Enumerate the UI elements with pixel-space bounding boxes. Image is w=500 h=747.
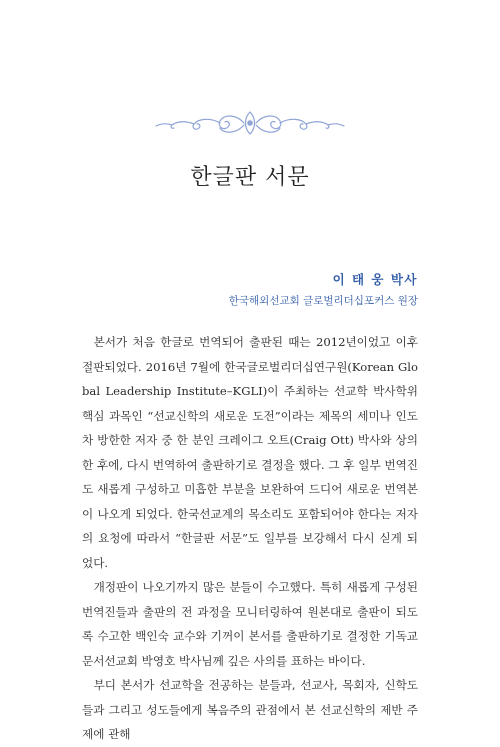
- paragraph: 개정판이 나오기까지 많은 분들이 수고했다. 특히 새롭게 구성된 번역진들과 출판의 전 과정을 모니터링하여 원본대로 출판이 되도록 수고한 백인숙 교수와 기꺼이 본서를 출판하기로 결정한 기독교문서선교회 박영호 박사님께 깊은 사의를 표하는 바이다.: [82, 580, 418, 668]
- author-block: [229, 271, 418, 308]
- paragraph: 본서가 처음 한글로 번역되어 출판된 때는 2012년이었고 이후 절판되었다. 2016년 7월에 한국글로벌리더십연구원(Korean Global Leadership Institute–KGLI)이 주최하는 선교학 박사학위 핵심 과목인 “선교신학의 새로운 도전”이라는 제목의 세미나 인도 차 방한한 저자 중 한 분인 크레이그 오트(Craig Ott) 박사와 상의한 후에, 다시 번역하여 출판하기로 결정을 했다. 그 후 일부 번역진도 새롭게 구성하고 미흡한 부분을 보완하여 드디어 새로운 번역본이 나오게 되었다. 한국선교계의 목소리도 포함되어야 한다는 저자의 요청에 따라서 “한글판 서문”도 일부를 보강해서 다시 싣게 되었다.: [82, 335, 418, 570]
- body-text: [82, 330, 418, 747]
- decorative-ornament-icon: [150, 106, 350, 140]
- author-affiliation: 한국해외선교회 글로벌리더십포커스 원장: [228, 295, 418, 307]
- author-name: 이 태 웅 박사: [332, 272, 418, 287]
- page-title: 한글판 서문: [190, 165, 310, 190]
- paragraph: 부디 본서가 선교학을 전공하는 분들과, 선교사, 목회자, 신학도들과 그리고 성도들에게 복음주의 관점에서 본 선교신학의 제반 주제에 관해: [82, 678, 418, 741]
